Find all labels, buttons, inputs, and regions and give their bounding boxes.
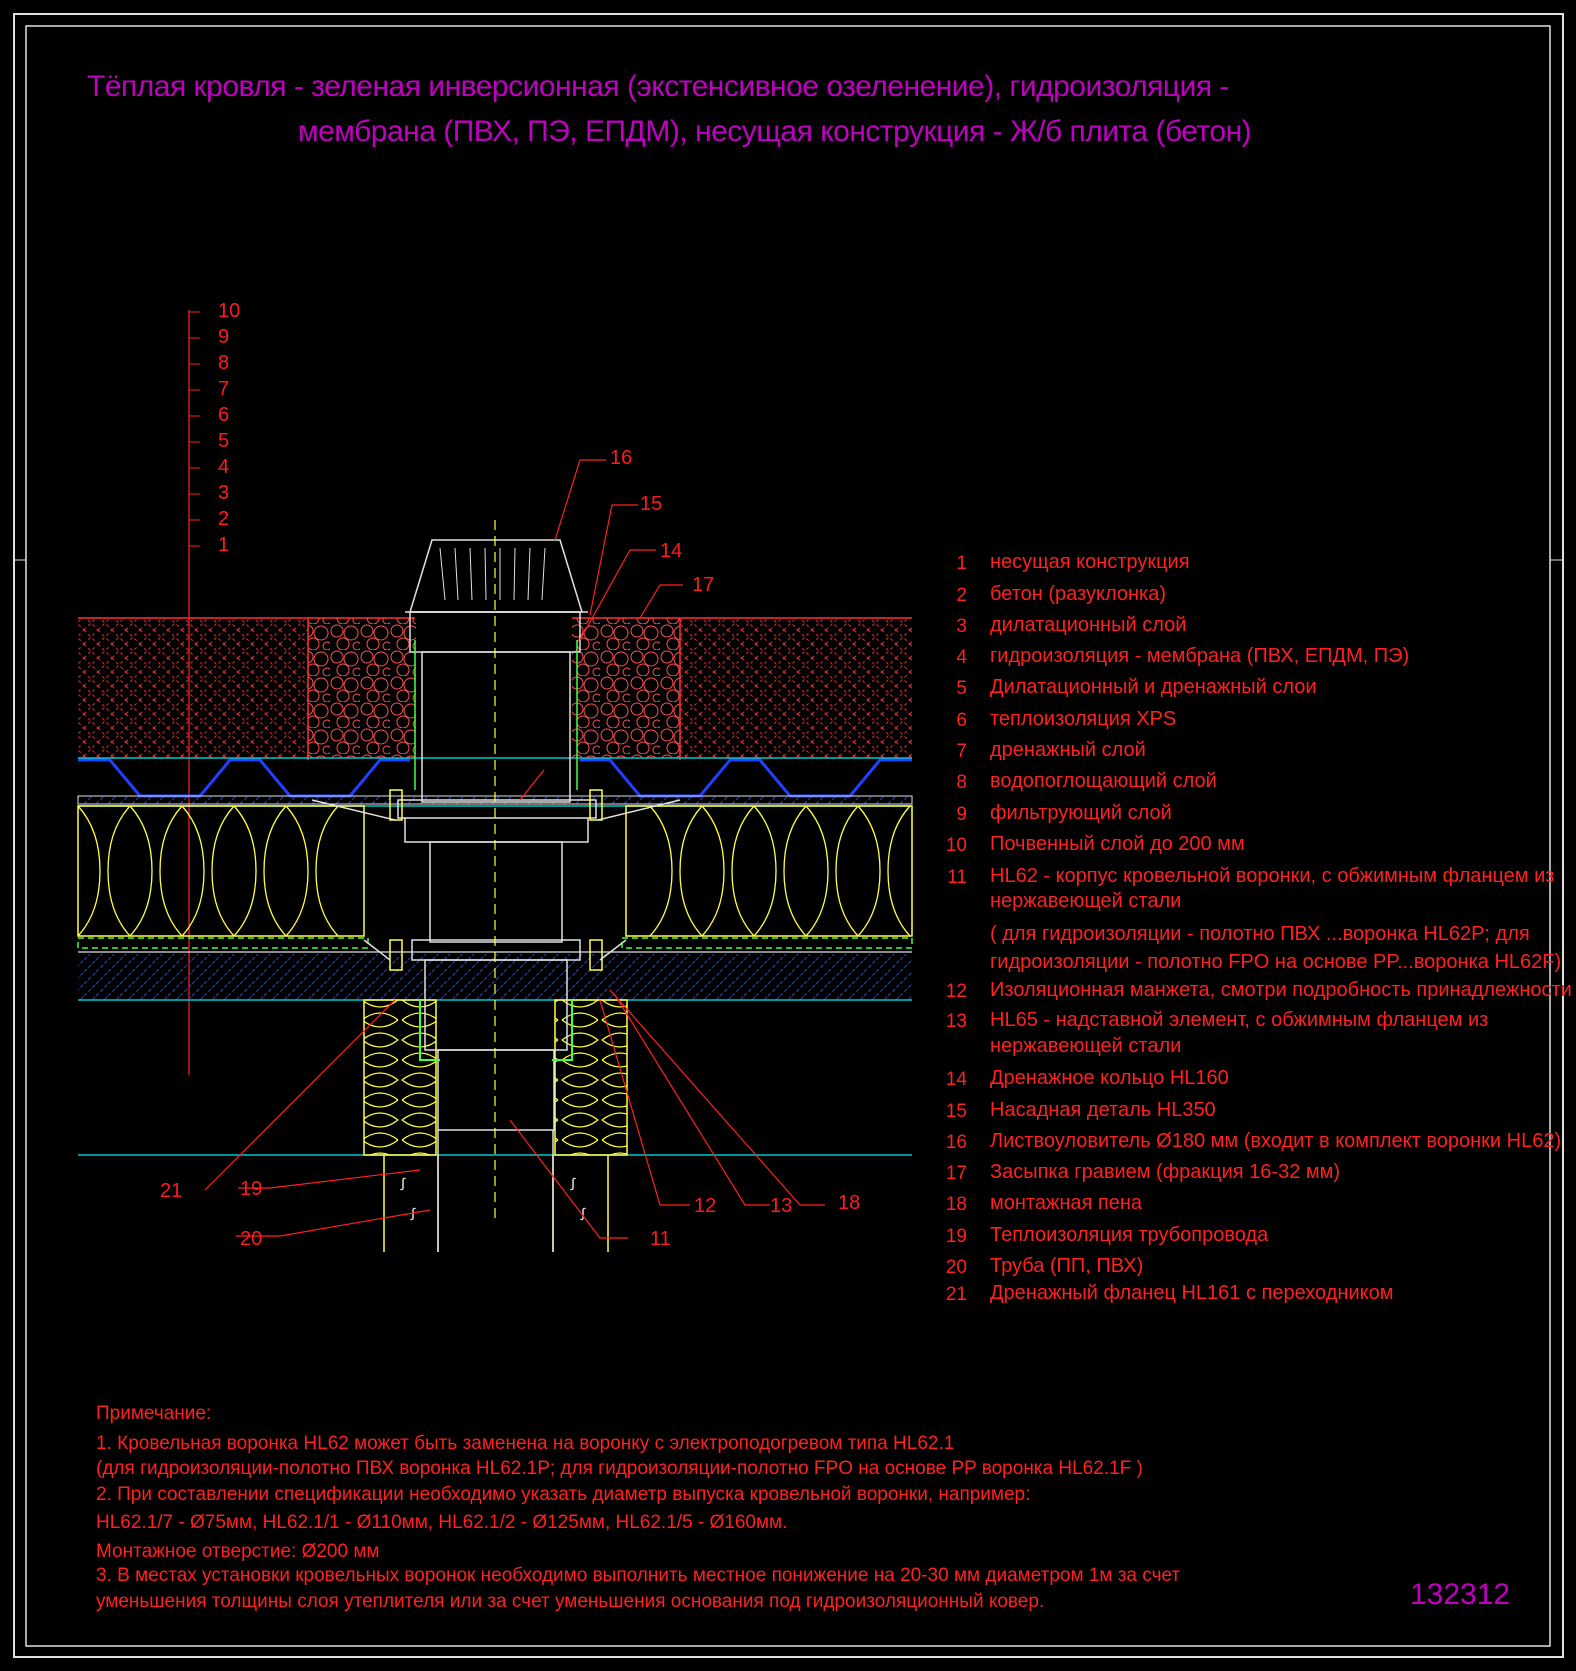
legend-num-8: 8 xyxy=(956,772,967,793)
legend-num-1: 1 xyxy=(956,553,967,574)
legend-text-6: теплоизоляция XPS xyxy=(990,708,1177,730)
legend-num-3: 3 xyxy=(956,616,967,637)
legend-num-21: 21 xyxy=(945,1284,967,1305)
legend-text-11c: ( для гидроизоляции - полотно ПВХ ...воронка HL62P; для xyxy=(990,923,1530,945)
legend-num-9: 9 xyxy=(956,804,967,825)
legend-num-14: 14 xyxy=(945,1069,967,1090)
legend-num-10: 10 xyxy=(945,835,967,856)
legend-text-13a: HL65 - надставной элемент, с обжимным фланцем из xyxy=(990,1009,1489,1031)
legend-num-15: 15 xyxy=(945,1101,967,1122)
legend-num-11: 11 xyxy=(947,867,967,888)
legend-num-16: 16 xyxy=(945,1132,967,1153)
leader-label-12: 12 xyxy=(694,1195,717,1217)
legend-text-14: Дренажное кольцо HL160 xyxy=(990,1067,1229,1089)
legend-text-19: Теплоизоляция трубопровода xyxy=(990,1224,1269,1246)
leader-lines xyxy=(205,460,825,1238)
legend-num-7: 7 xyxy=(956,741,967,762)
legend-text-17: Засыпка гравием (фракция 16-32 мм) xyxy=(990,1161,1341,1183)
leader-label-14: 14 xyxy=(660,540,683,562)
scale-label-8: 8 xyxy=(218,352,230,374)
legend-text-20: Труба (ПП, ПВХ) xyxy=(990,1255,1144,1277)
note-line-2: (для гидроизоляции-полотно ПВХ воронка HL62.1P; для гидроизоляции-полотно FPO на основе PP воронка HL62.1F ) xyxy=(96,1458,1143,1479)
legend-num-4: 4 xyxy=(956,647,967,668)
legend-text-9: фильтрующий слой xyxy=(990,802,1172,824)
scale-label-1: 1 xyxy=(218,534,230,556)
legend-num-5: 5 xyxy=(956,678,967,699)
legend-num-17: 17 xyxy=(945,1163,967,1184)
scale-label-9: 9 xyxy=(218,326,230,348)
legend-text-5: Дилатационный и дренажный слои xyxy=(990,676,1317,698)
legend-text-1: несущая конструкция xyxy=(990,551,1190,573)
svg-text:ꭍ: ꭍ xyxy=(570,1175,576,1194)
scale-label-6: 6 xyxy=(218,404,230,426)
scale-label-4: 4 xyxy=(218,456,230,478)
drawing-code: 132312 xyxy=(1410,1578,1511,1611)
legend-text-16: Листвоуловитель Ø180 мм (входит в комплект воронки HL62) xyxy=(990,1130,1562,1152)
legend-text-13b: нержавеющей стали xyxy=(990,1035,1182,1057)
leader-label-15: 15 xyxy=(640,493,663,515)
notes-heading: Примечание: xyxy=(96,1403,212,1424)
leader-label-13: 13 xyxy=(770,1195,793,1217)
note-line-3: 2. При составлении спецификации необходимо указать диаметр выпуска кровельной воронки, например: xyxy=(96,1484,1031,1505)
legend-text-11b: нержавеющей стали xyxy=(990,890,1182,912)
scale-label-10: 10 xyxy=(218,300,241,322)
legend-text-11d: гидроизоляции - полотно FPO на основе PP...воронка HL62F) xyxy=(990,951,1562,973)
leader-label-18: 18 xyxy=(838,1192,861,1214)
leader-label-17: 17 xyxy=(692,574,715,596)
legend-text-4: гидроизоляция - мембрана (ПВХ, ЕПДМ, ПЭ) xyxy=(990,645,1410,667)
legend-text-18: монтажная пена xyxy=(990,1192,1143,1214)
title-line-1: Тёплая кровля - зеленая инверсионная (экстенсивное озеленение), гидроизоляция - xyxy=(87,70,1229,103)
leader-label-21: 21 xyxy=(160,1180,183,1202)
note-line-4: HL62.1/7 - Ø75мм, HL62.1/1 - Ø110мм, HL62.1/2 - Ø125мм, HL62.1/5 - Ø160мм. xyxy=(96,1512,788,1533)
legend-text-10: Почвенный слой до 200 мм xyxy=(990,833,1245,855)
legend-text-21: Дренажный фланец HL161 с переходником xyxy=(990,1282,1394,1304)
legend-text-3: дилатационный слой xyxy=(990,614,1187,636)
note-line-5: Монтажное отверстие: Ø200 мм xyxy=(96,1541,380,1562)
leader-label-16: 16 xyxy=(610,447,633,469)
svg-text:ꭍ: ꭍ xyxy=(400,1175,406,1194)
legend-text-15: Насадная деталь HL350 xyxy=(990,1099,1216,1121)
scale-label-3: 3 xyxy=(218,482,230,504)
note-line-1: 1. Кровельная воронка HL62 может быть заменена на воронку с электроподогревом типа HL62.1 xyxy=(96,1433,955,1454)
legend-num-13: 13 xyxy=(945,1011,967,1032)
legend-text-11a: HL62 - корпус кровельной воронки, с обжимным фланцем из xyxy=(990,865,1555,887)
legend-num-6: 6 xyxy=(956,710,967,731)
legend-text-7: дренажный слой xyxy=(990,739,1146,761)
legend-num-12: 12 xyxy=(945,981,967,1002)
legend-text-8: водопоглощающий слой xyxy=(990,770,1217,792)
scale-label-7: 7 xyxy=(218,378,230,400)
legend-num-18: 18 xyxy=(945,1194,967,1215)
note-line-6: 3. В местах установки кровельных воронок необходимо выполнить местное понижение на 20-30 мм диаметром 1м за счет xyxy=(96,1565,1181,1586)
note-line-7: уменьшения толщины слоя утеплителя или за счет уменьшения основания под гидроизоляционный ковер. xyxy=(96,1591,1045,1612)
legend-num-2: 2 xyxy=(956,585,967,606)
scale-label-5: 5 xyxy=(218,430,230,452)
title-line-2: мембрана (ПВХ, ПЭ, ЕПДМ), несущая конструкция - Ж/б плита (бетон) xyxy=(298,115,1252,148)
legend-num-19: 19 xyxy=(945,1226,967,1247)
svg-text:ꭍ: ꭍ xyxy=(580,1205,586,1224)
leader-label-20: 20 xyxy=(240,1228,263,1250)
leader-label-19: 19 xyxy=(240,1178,263,1200)
leader-label-11: 11 xyxy=(650,1228,671,1250)
legend-text-2: бетон (разуклонка) xyxy=(990,583,1166,605)
legend-text-12: Изоляционная манжета, смотри подробность принадлежности xyxy=(990,979,1572,1001)
svg-text:ꭍ: ꭍ xyxy=(410,1205,416,1224)
scale-label-2: 2 xyxy=(218,508,230,530)
legend-num-20: 20 xyxy=(945,1257,967,1278)
